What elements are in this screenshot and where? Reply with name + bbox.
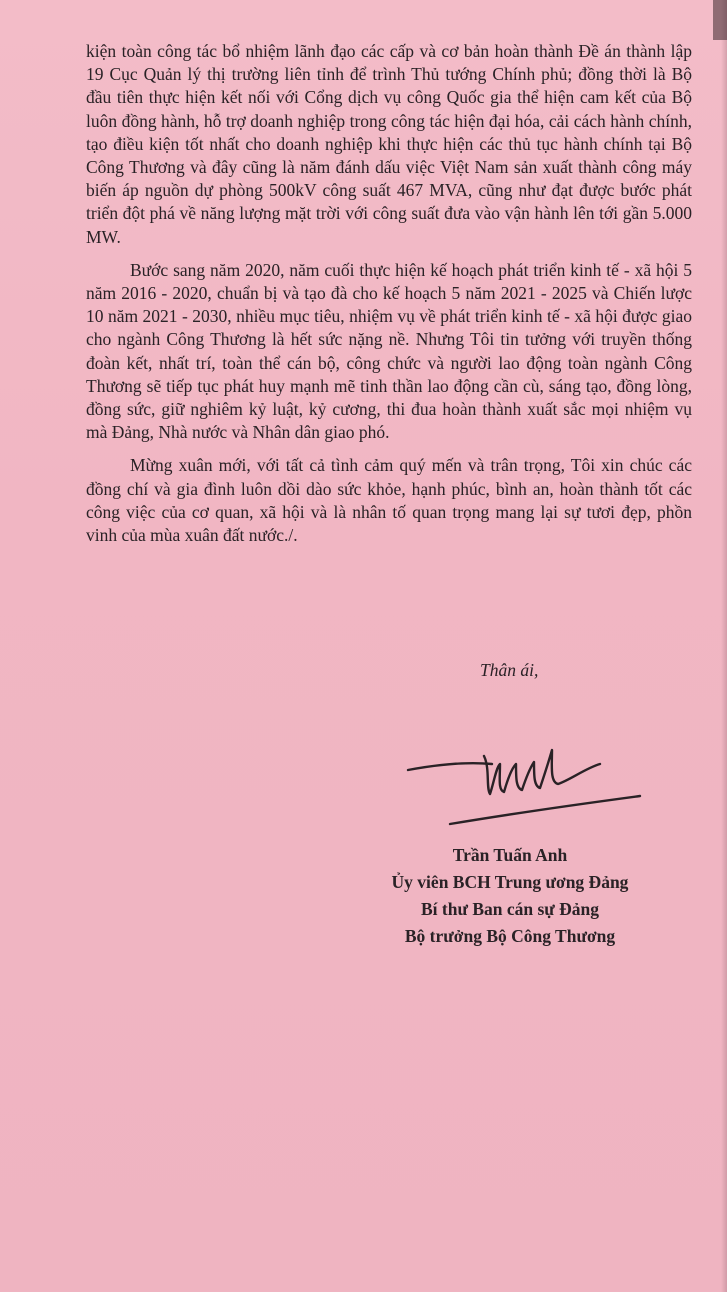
paragraph-2: Bước sang năm 2020, năm cuối thực hiện kế hoạch phát triển kinh tế - xã hội 5 năm 2016 - 2020, chuẩn bị và tạo đà cho kế hoạch 5 năm 2021 - 2025 và Chiến lược 10 năm 2021 - 2030, nhiều mục tiêu, nhiệm vụ về phát triển kinh tế - xã hội được giao cho ngành Công Thương là hết sức nặng nề. Nhưng Tôi tin tưởng với truyền thống đoàn kết, nhất trí, toàn thể cán bộ, công chức và người lao động toàn ngành Công Thương sẽ tiếp tục phát huy mạnh mẽ tinh thần lao động cần cù, sáng tạo, đồng lòng, đồng sức, giữ nghiêm kỷ luật, kỷ cương, thi đua hoàn thành xuất sắc mọi nhiệm vụ mà Đảng, Nhà nước và Nhân dân giao phó.: [86, 259, 692, 443]
signer-title-3: Bộ trưởng Bộ Công Thương: [404, 926, 616, 946]
page-corner-shadow: [713, 0, 727, 40]
signer-title-1: Ủy viên BCH Trung ương Đảng: [391, 872, 629, 892]
paragraph-3: Mừng xuân mới, với tất cả tình cảm quý mến và trân trọng, Tôi xin chúc các đồng chí và gia đình luôn dồi dào sức khỏe, hạnh phúc, bình an, hoàn thành tốt các công việc của cơ quan, xã hội và là nhân tố quan trọng mang lại sự tươi đẹp, phồn vinh của mùa xuân đất nước./.: [86, 455, 692, 546]
signer-name: Trần Tuấn Anh: [452, 845, 568, 865]
letter-body: [86, 40, 692, 557]
handwritten-signature: [400, 738, 650, 833]
signature-block: [380, 842, 640, 950]
page-edge-shadow: [721, 0, 727, 1292]
signer-title-2: Bí thư Ban cán sự Đảng: [420, 899, 600, 919]
paragraph-1: kiện toàn công tác bổ nhiệm lãnh đạo các cấp và cơ bản hoàn thành Đề án thành lập 19 Cục Quản lý thị trường liên tỉnh để trình Thủ tướng Chính phủ; đồng thời là Bộ đầu tiên thực hiện kết nối với Cổng dịch vụ công Quốc gia thể hiện cam kết của Bộ luôn đồng hành, hỗ trợ doanh nghiệp trong công tác hiện đại hóa, cải cách hành chính, tạo điều kiện tốt nhất cho doanh nghiệp khi thực hiện các thủ tục hành chính tại Bộ Công Thương và đây cũng là năm đánh dấu việc Việt Nam sản xuất thành công máy biến áp nguồn dự phòng 500kV công suất 467 MVA, cũng như đạt được bước phát triển đột phá về năng lượng mặt trời với công suất đưa vào vận hành lên tới gần 5.000 MW.: [86, 41, 692, 247]
closing-salutation: Thân ái,: [480, 660, 539, 680]
